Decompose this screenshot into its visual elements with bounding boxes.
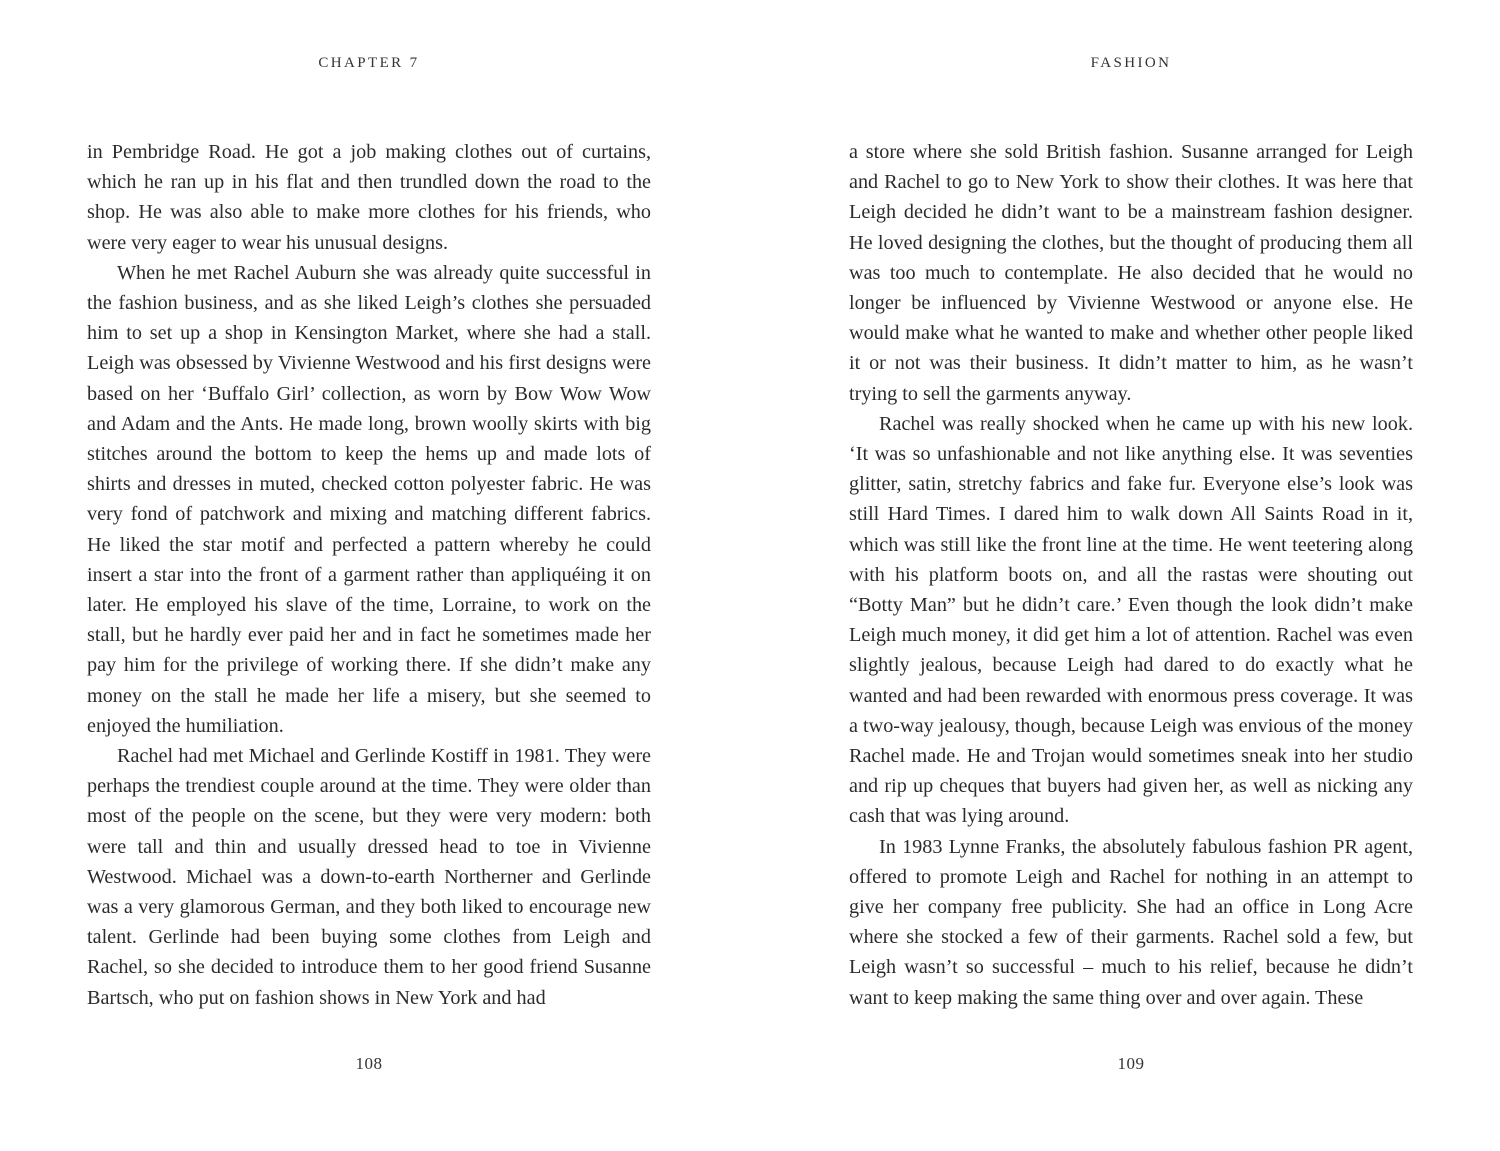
page-number: 108 (355, 1054, 383, 1073)
paragraph: Rachel had met Michael and Gerlinde Kostiff in 1981. They were perhaps the trendiest couple around at the time. They were older than most of the people on the scene, but they were very modern: both were tall and thin and usually dressed head to toe in Vivienne Westwood. Michael was a down-to-earth Northerner and Gerlinde was a very glamorous German, and they both liked to encourage new talent. Gerlinde had been buying some clothes from Leigh and Rachel, so she decided to introduce them to her good friend Susanne Bartsch, who put on fashion shows in New York and had (87, 745, 651, 1009)
paragraph: Rachel was really shocked when he came up with his new look. ‘It was so unfashionable and not like anything else. It was seventies glitter, satin, stretchy fabrics and fake fur. Everyone else’s look was still Hard Times. I dared him to walk down All Saints Road in it, which was still like the front line at the time. He went teetering along with his platform boots on, and all the rastas were shouting out “Botty Man” but he didn’t care.’ Even though the look didn’t make Leigh much money, it did get him a lot of attention. Rachel was even slightly jealous, because Leigh had dared to do exactly what he wanted and had been rewarded with enormous press coverage. It was a two-way jealousy, though, because Leigh was envious of the money Rachel made. He and Trojan would sometimes sneak into her studio and rip up cheques that buyers had given her, as well as nicking any cash that was lying around. (849, 412, 1413, 828)
right-page (849, 0, 1413, 1151)
running-head-chapter: CHAPTER 7 (318, 55, 420, 71)
paragraph: in Pembridge Road. He got a job making clothes out of curtains, which he ran up in his flat and then trundled down the road to the shop. He was also able to make more clothes for his friends, who were very eager to wear his unusual designs. (87, 141, 651, 254)
paragraph: When he met Rachel Auburn she was already quite successful in the fashion business, and as she liked Leigh’s clothes she persuaded him to set up a shop in Kensington Market, where she had a stall. Leigh was obsessed by Vivienne Westwood and his first designs were based on her ‘Buffalo Girl’ collection, as worn by Bow Wow Wow and Adam and the Ants. He made long, brown woolly skirts with big stitches around the bottom to keep the hems up and made lots of shirts and dresses in muted, checked cotton polyester fabric. He was very fond of patchwork and mixing and matching different fabrics. He liked the star motif and perfected a pattern whereby he could insert a star into the front of a garment rather than appliquéing it on later. He employed his slave of the time, Lorraine, to work on the stall, but he hardly ever paid her and in fact he sometimes made her pay him for the privilege of working there. If she didn’t make any money on the stall he made her life a misery, but she seemed to enjoyed the humiliation. (87, 261, 651, 737)
running-head-section: FASHION (1090, 55, 1172, 71)
left-page-body (87, 137, 651, 1013)
paragraph: In 1983 Lynne Franks, the absolutely fabulous fashion PR agent, offered to promote Leigh and Rachel for nothing in an attempt to give her company free publicity. She had an office in Long Acre where she stocked a few of their garments. Rachel sold a few, but Leigh wasn’t so successful – much to his relief, because he didn’t want to keep making the same thing over and over again. These (849, 835, 1413, 1009)
left-page (87, 0, 651, 1151)
right-page-body (849, 137, 1413, 1013)
page-number: 109 (1117, 1054, 1145, 1073)
paragraph: a store where she sold British fashion. Susanne arranged for Leigh and Rachel to go to New York to show their clothes. It was here that Leigh decided he didn’t want to be a mainstream fashion designer. He loved designing the clothes, but the thought of producing them all was too much to contemplate. He also decided that he would no longer be influenced by Vivienne Westwood or anyone else. He would make what he wanted to make and whether other people liked it or not was their business. It didn’t matter to him, as he wasn’t trying to sell the garments anyway. (849, 141, 1413, 405)
